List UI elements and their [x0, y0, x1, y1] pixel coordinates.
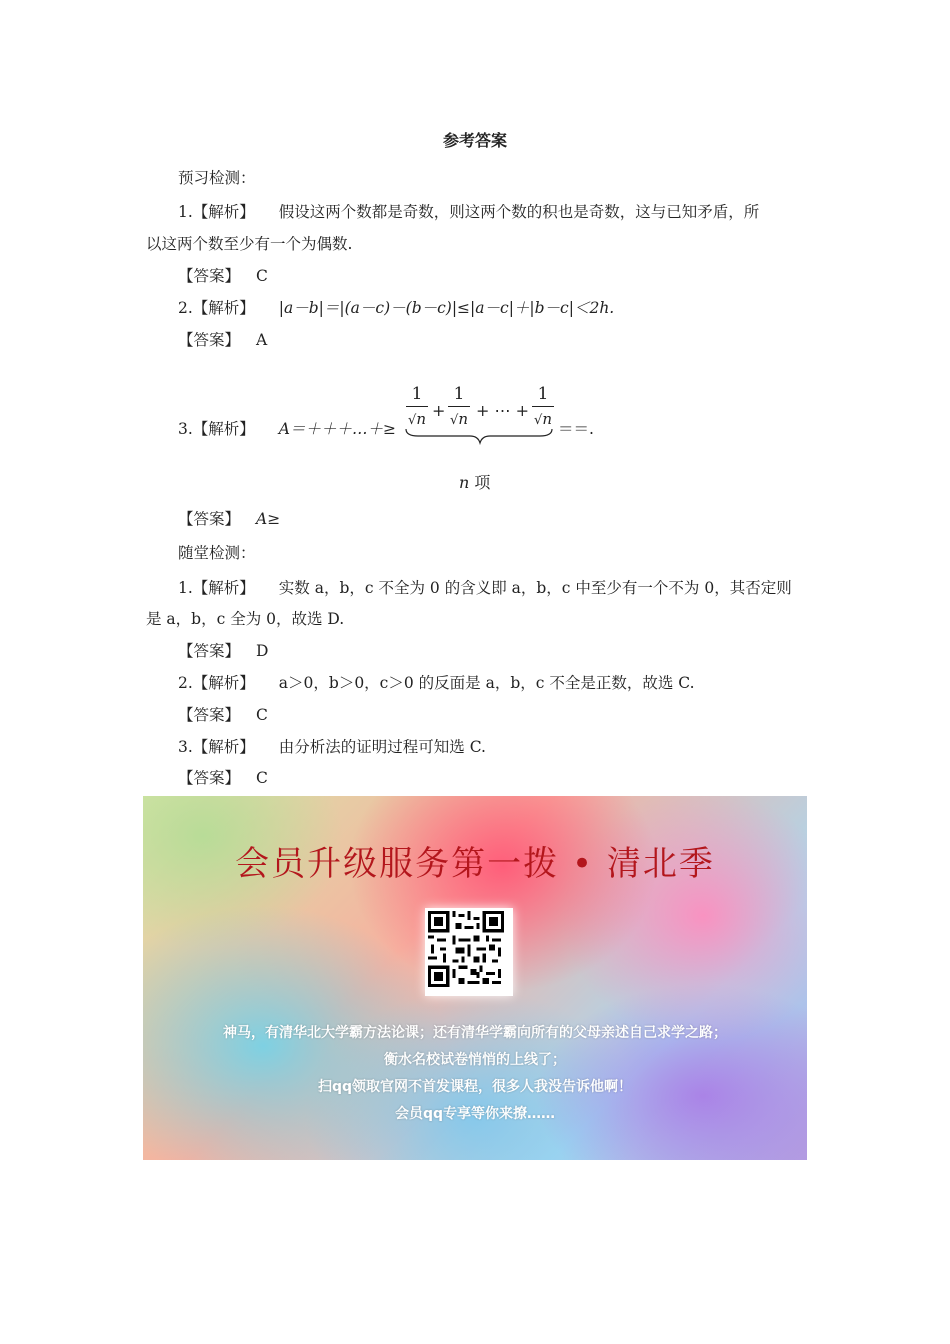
preview-q1-line1: 假设这两个数都是奇数，则这两个数的积也是奇数，这与已知矛盾，所 — [278, 203, 760, 221]
answer-label: 【答案】 — [178, 642, 241, 660]
preview-q1-analysis — [178, 200, 759, 222]
preview-q2-expression: |a－b|＝|(a－c)－(b－c)|≤|a－c|＋|b－c|＜2h. — [278, 299, 615, 317]
inclass-q1-line1: 实数 a，b，c 不全为 0 的含义即 a，b，c 中至少有一个不为 0，其否定则 — [278, 579, 792, 597]
banner-headline: 会员升级服务第一拨 • 清北季 — [235, 844, 715, 884]
preview-q3-analysis — [178, 417, 396, 439]
promo-line: 神马，有清华北大学霸方法论课；还有清华学霸向所有的父母亲述自己求学之路； — [223, 1025, 727, 1041]
section-heading-inclass: 随堂检测： — [178, 544, 256, 562]
underbrace — [404, 427, 554, 451]
section-heading-preview: 预习检测： — [178, 169, 256, 187]
promo-line: 衡水名校试卷悄悄的上线了； — [384, 1052, 566, 1068]
inclass-q2-answer — [178, 703, 268, 725]
preview-q3-expression: A＝＋＋＋…＋≥ — [278, 420, 396, 438]
promo-line: 扫qq领取官网不首发课程，很多人我没告诉他啊！ — [317, 1079, 633, 1095]
answer-value: A≥ — [256, 510, 281, 528]
fraction-term-n: 1 √n — [530, 383, 556, 432]
fraction-term-1: 1 √n — [404, 383, 430, 432]
answer-label: 【答案】 — [178, 331, 241, 349]
inclass-q2-text: a＞0，b＞0，c＞0 的反面是 a，b，c 不全是正数，故选 C. — [278, 674, 695, 692]
term-count-note — [459, 470, 490, 493]
inclass-q1-label: 1.【解析】 — [178, 579, 255, 597]
promo-line: 会员qq专享等你来撩…… — [394, 1106, 556, 1122]
preview-q2-answer — [178, 328, 267, 350]
fraction-numerator: 1 — [411, 384, 423, 404]
inclass-q3-label: 3.【解析】 — [178, 738, 255, 756]
plus-sign: + — [432, 401, 446, 420]
preview-q2-analysis — [178, 296, 614, 318]
preview-q2-label: 2.【解析】 — [178, 299, 255, 317]
fraction-numerator: 1 — [537, 384, 549, 404]
preview-q3-label: 3.【解析】 — [178, 420, 255, 438]
fraction-denominator: n — [542, 410, 552, 428]
term-count-label: 项 — [474, 473, 491, 492]
answer-label: 【答案】 — [178, 510, 241, 528]
promo-banner[interactable] — [143, 796, 807, 1160]
ellipsis-sum: + ⋯ + — [476, 401, 529, 420]
answer-value: C — [256, 706, 268, 724]
inclass-q2-label: 2.【解析】 — [178, 674, 255, 692]
preview-q1-answer — [178, 264, 268, 286]
preview-q1-line2: 以这两个数至少有一个为偶数. — [146, 235, 353, 253]
preview-q1-label: 1.【解析】 — [178, 203, 255, 221]
inclass-q1-analysis — [178, 576, 792, 598]
answer-value: C — [256, 769, 268, 787]
answer-value: C — [256, 267, 268, 285]
inclass-q3-text: 由分析法的证明过程可知选 C. — [278, 738, 486, 756]
inclass-q2-analysis — [178, 671, 695, 693]
qr-code-icon[interactable] — [425, 908, 513, 996]
formula-tail: ＝＝. — [558, 420, 594, 438]
fraction-denominator: n — [458, 410, 468, 428]
inclass-q1-line2: 是 a，b，c 全为 0，故选 D. — [146, 610, 345, 628]
term-count-var: n — [459, 473, 470, 492]
answer-value: D — [256, 642, 269, 660]
page-title: 参考答案 — [442, 131, 507, 150]
answer-label: 【答案】 — [178, 267, 241, 285]
answer-label: 【答案】 — [178, 769, 241, 787]
preview-q3-answer — [178, 507, 280, 529]
fraction-denominator: n — [416, 410, 426, 428]
fraction-term-2: 1 √n — [446, 383, 472, 432]
fraction-numerator: 1 — [453, 384, 465, 404]
answer-label: 【答案】 — [178, 706, 241, 724]
answer-value: A — [256, 331, 268, 349]
inclass-q1-answer — [178, 639, 268, 661]
inclass-q3-answer — [178, 766, 268, 788]
inclass-q3-analysis — [178, 735, 486, 757]
